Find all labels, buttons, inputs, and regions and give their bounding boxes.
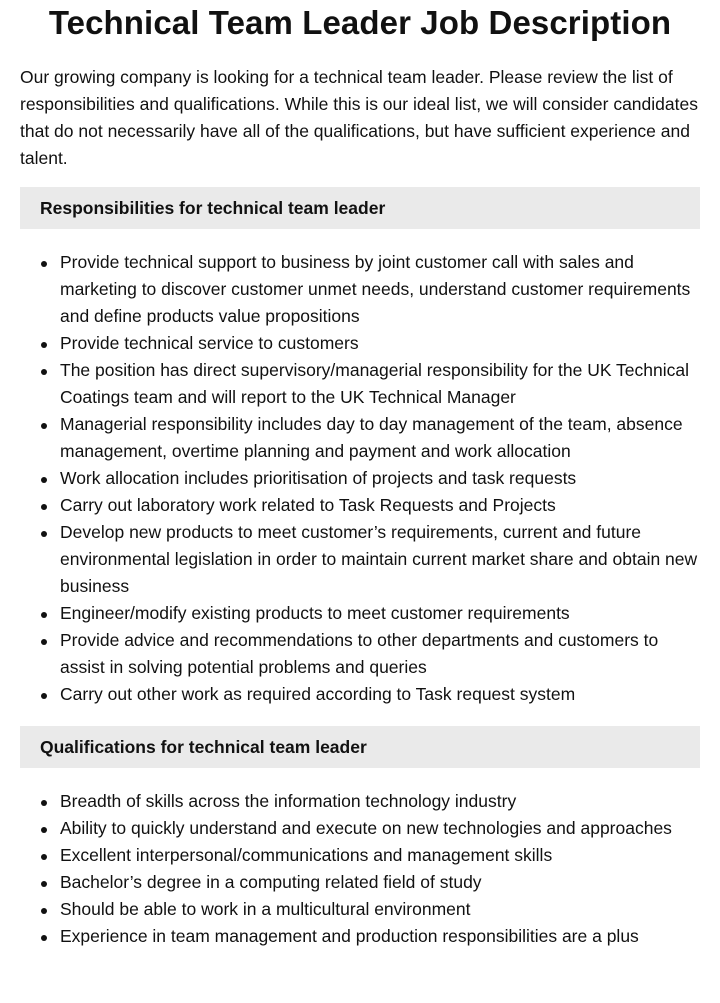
list-item: Experience in team management and production responsibilities are a plus (20, 923, 700, 950)
responsibilities-list (20, 249, 700, 708)
list-item: Should be able to work in a multicultural environment (20, 896, 700, 923)
qualifications-heading: Qualifications for technical team leader (20, 726, 700, 768)
list-item: Bachelor’s degree in a computing related field of study (20, 869, 700, 896)
list-item: Engineer/modify existing products to meet customer requirements (20, 600, 700, 627)
list-item: Provide technical support to business by joint customer call with sales and marketing to discover customer unmet needs, understand customer requirements and define products value propositions (20, 249, 700, 330)
list-item: Work allocation includes prioritisation of projects and task requests (20, 465, 700, 492)
list-item: Carry out other work as required according to Task request system (20, 681, 700, 708)
list-item: Carry out laboratory work related to Task Requests and Projects (20, 492, 700, 519)
list-item: Provide technical service to customers (20, 330, 700, 357)
list-item: Excellent interpersonal/communications and management skills (20, 842, 700, 869)
intro-paragraph: Our growing company is looking for a technical team leader. Please review the list of responsibilities and qualifications. While this is our ideal list, we will consider candidates that do not necessarily have all of the qualifications, but have sufficient experience and talent. (20, 67, 698, 168)
responsibilities-heading: Responsibilities for technical team leader (20, 187, 700, 229)
list-item: Develop new products to meet customer’s requirements, current and future environmental legislation in order to maintain current market share and obtain new business (20, 519, 700, 600)
list-item: Breadth of skills across the information technology industry (20, 788, 700, 815)
list-item: Managerial responsibility includes day to day management of the team, absence management, overtime planning and payment and work allocation (20, 411, 700, 465)
list-item: Ability to quickly understand and execute on new technologies and approaches (20, 815, 700, 842)
list-item: Provide advice and recommendations to other departments and customers to assist in solving potential problems and queries (20, 627, 700, 681)
page-title: Technical Team Leader Job Description (48, 4, 672, 41)
list-item: The position has direct supervisory/managerial responsibility for the UK Technical Coatings team and will report to the UK Technical Manager (20, 357, 700, 411)
qualifications-list (20, 788, 700, 950)
